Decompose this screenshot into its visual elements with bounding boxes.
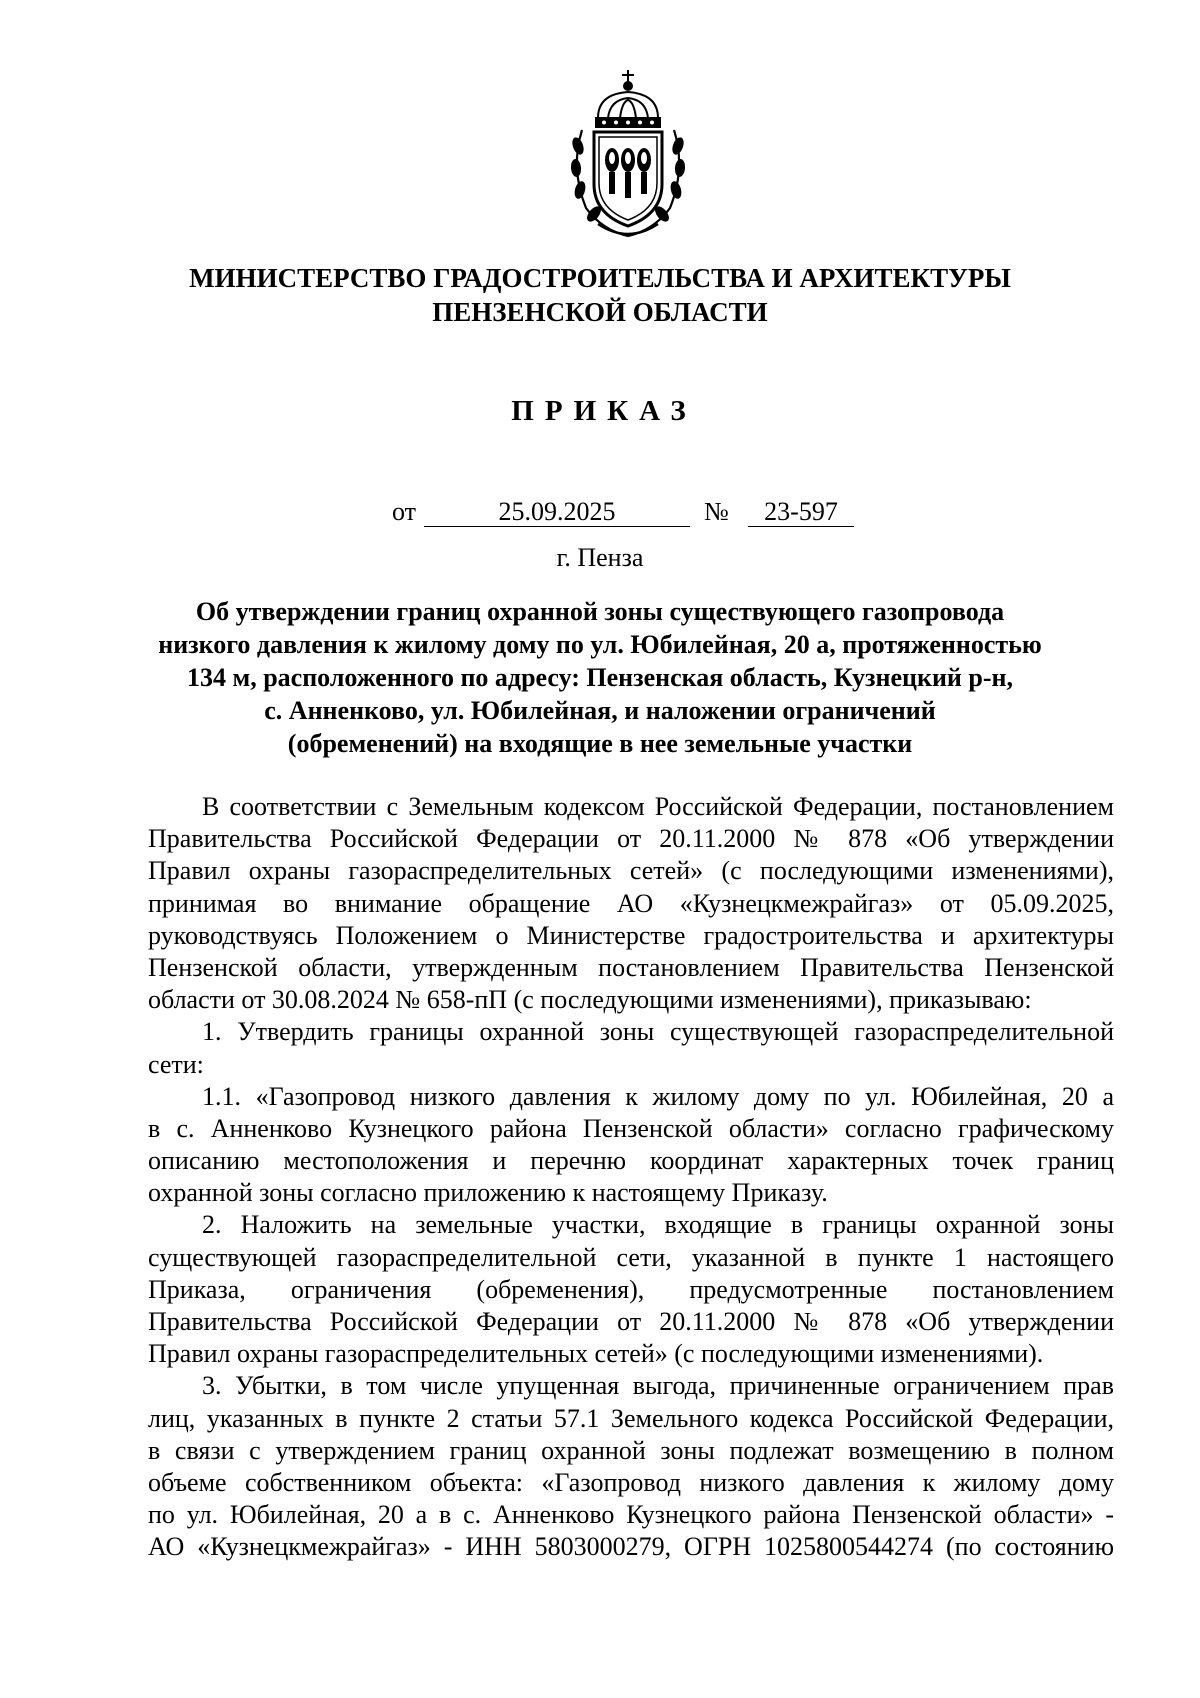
body-text-line: Правил охраны газораспределительных сетей» (с последующими изменениями). — [148, 1339, 1044, 1369]
body-text-line: 2. Наложить на земельные участки, входящие в границы охранной зоны — [202, 1210, 1114, 1240]
subject-line: низкого давления к жилому дому по ул. Юбилейная, 20 а, протяженностью — [158, 630, 1042, 659]
subject-line: (обременений) на входящие в нее земельные участки — [287, 729, 913, 758]
city-label: г. Пенза — [556, 543, 644, 572]
body-text-line: Правительства Российской Федерации от 20.11.2000 № 878 «Об утверждении — [148, 824, 1114, 854]
body-text-line: сети: — [148, 1049, 204, 1079]
body-text-line: лиц, указанных в пункте 2 статьи 57.1 Земельного кодекса Российской Федерации, — [148, 1403, 1114, 1433]
body-text-line: по ул. Юбилейная, 20 а в с. Анненково Кузнецкого района Пензенской области» - — [148, 1500, 1114, 1530]
body-text-line: 1. Утвердить границы охранной зоны существующей газораспределительной — [202, 1017, 1114, 1047]
body-text-line: области от 30.08.2024 № 658-пП (с последующими изменениями), приказываю: — [148, 985, 1032, 1015]
body-text-line: в связи с утверждением границ охранной зоны подлежат возмещению в полном — [148, 1435, 1114, 1465]
body-text-line: принимая во внимание обращение АО «Кузнецкмежрайгаз» от 05.09.2025, — [148, 888, 1114, 918]
body-text-line: описанию местоположения и перечню координат характерных точек границ — [148, 1146, 1114, 1176]
order-subject — [130, 595, 1070, 760]
ministry-name-line-1: МИНИСТЕРСТВО ГРАДОСТРОИТЕЛЬСТВА И АРХИТЕКТУРЫ — [189, 263, 1011, 293]
body-text-line: 1.1. «Газопровод низкого давления к жилому дому по ул. Юбилейная, 20 а — [202, 1081, 1114, 1111]
date-field: 25.09.2025 — [424, 495, 690, 527]
body-text-line: 3. Убытки, в том числе упущенная выгода, причиненные ограничением прав — [202, 1371, 1114, 1401]
subject-line: Об утверждении границ охранной зоны существующего газопровода — [195, 597, 1005, 626]
body-text-line: объеме собственником объекта: «Газопровод низкого давления к жилому дому — [148, 1467, 1114, 1497]
body-text-line: В соответствии с Земельным кодексом Российской Федерации, постановлением — [202, 792, 1114, 821]
body-text-line: существующей газораспределительной сети, указанной в пункте 1 настоящего — [148, 1242, 1114, 1272]
body-text-line: Правил охраны газораспределительных сетей» (с последующими изменениями), — [148, 856, 1114, 886]
coat-of-arms-emblem — [568, 68, 688, 240]
body-text-line: в с. Анненково Кузнецкого района Пензенской области» согласно графическому — [148, 1113, 1114, 1143]
number-field: 23-597 — [748, 495, 854, 527]
subject-line: 134 м, расположенного по адресу: Пензенская область, Кузнецкий р-н, — [186, 663, 1014, 692]
subject-line: с. Анненково, ул. Юбилейная, и наложении ограничений — [264, 696, 936, 725]
date-label: от — [392, 497, 417, 526]
body-text-line: Приказа, ограничения (обременения), предусмотренные постановлением — [148, 1274, 1114, 1304]
body-text-line: АО «Кузнецкмежрайгаз» - ИНН 5803000279, ОГРН 1025800544274 (по состоянию — [148, 1532, 1114, 1562]
body-text-line: Пензенской области, утвержденным постановлением Правительства Пензенской — [148, 952, 1114, 982]
ministry-name-line-2: ПЕНЗЕНСКОЙ ОБЛАСТИ — [432, 297, 768, 327]
document-type-title: ПРИКАЗ — [511, 395, 697, 427]
body-text-line: Правительства Российской Федерации от 20.11.2000 № 878 «Об утверждении — [148, 1307, 1114, 1336]
body-text-line: охранной зоны согласно приложению к настоящему Приказу. — [148, 1178, 828, 1208]
body-text-line: руководствуясь Положением о Министерстве градостроительства и архитектуры — [148, 920, 1114, 950]
order-body-text — [148, 791, 1114, 1564]
number-label: № — [704, 497, 729, 526]
